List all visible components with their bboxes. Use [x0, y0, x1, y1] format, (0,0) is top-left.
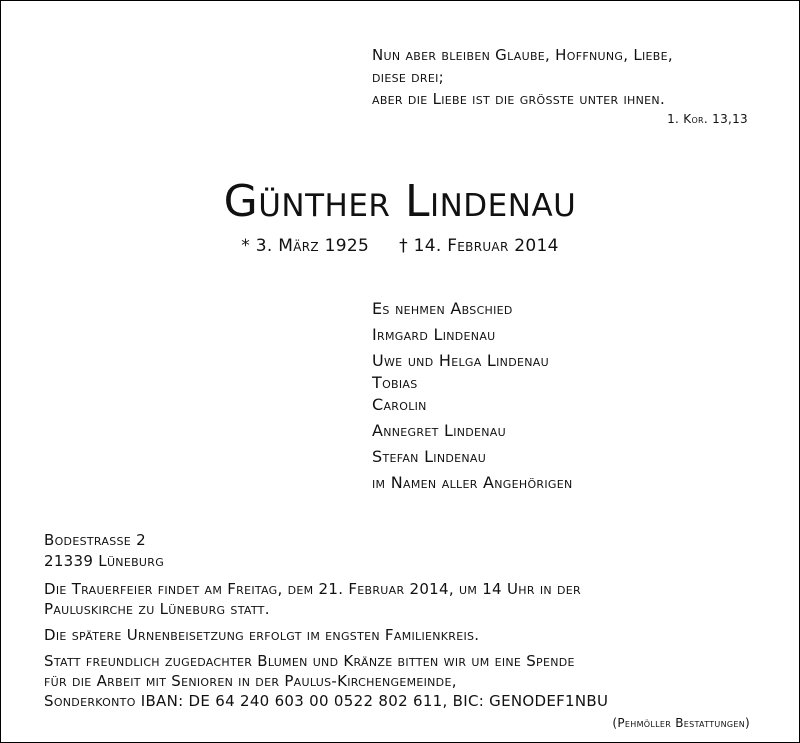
urn-paragraph: Die spätere Urnenbeisetzung erfolgt im engsten Familienkreis.: [44, 626, 480, 644]
donation-line: Statt freundlich zugedachter Blumen und Kränze bitten wir um eine Spende: [44, 652, 575, 670]
verse-line: diese drei;: [372, 68, 445, 86]
verse-line: Nun aber bleiben Glaube, Hoffnung, Liebe,: [372, 46, 673, 64]
donation-line: Sonderkonto IBAN: DE 64 240 603 00 0522 802 611, BIC: GENODEF1NBU: [44, 692, 609, 710]
mourner-line: im Namen aller Angehörigen: [372, 473, 573, 492]
donation-line: für die Arbeit mit Senioren in der Paulus-Kirchengemeinde,: [44, 672, 457, 690]
funeral-paragraph: [44, 579, 608, 619]
address-city: 21339 Lüneburg: [44, 552, 165, 570]
mourners-list: [372, 298, 573, 494]
mourner-line: Irmgard Lindenau: [372, 325, 496, 344]
birth-date: * 3. März 1925: [241, 236, 370, 256]
funeral-info: [44, 579, 608, 717]
mourner-line: Carolin: [372, 395, 427, 414]
funeral-line: Die Trauerfeier findet am Freitag, dem 21. Februar 2014, um 14 Uhr in der: [44, 580, 581, 598]
verse-reference: 1. Kor. 13,13: [667, 112, 748, 126]
mourner-line: Annegret Lindenau: [372, 421, 506, 440]
bible-verse: [372, 44, 673, 110]
mourner-line: Uwe und Helga Lindenau: [372, 351, 549, 370]
life-dates: [0, 236, 800, 256]
verse-line: aber die Liebe ist die grösste unter ihnen.: [372, 90, 666, 108]
death-date: † 14. Februar 2014: [399, 236, 559, 256]
deceased-name: Günther Lindenau: [223, 176, 577, 227]
mourner-line: Tobias: [372, 373, 418, 392]
funeral-line: Pauluskirche zu Lüneburg statt.: [44, 600, 270, 618]
mourner-line: Es nehmen Abschied: [372, 299, 513, 318]
address-street: Bodestrasse 2: [44, 531, 146, 549]
undertaker-credit: (Pehmöller Bestattungen): [612, 716, 750, 730]
address-block: [44, 530, 164, 572]
mourner-line: Stefan Lindenau: [372, 447, 487, 466]
donation-paragraph: [44, 651, 608, 711]
